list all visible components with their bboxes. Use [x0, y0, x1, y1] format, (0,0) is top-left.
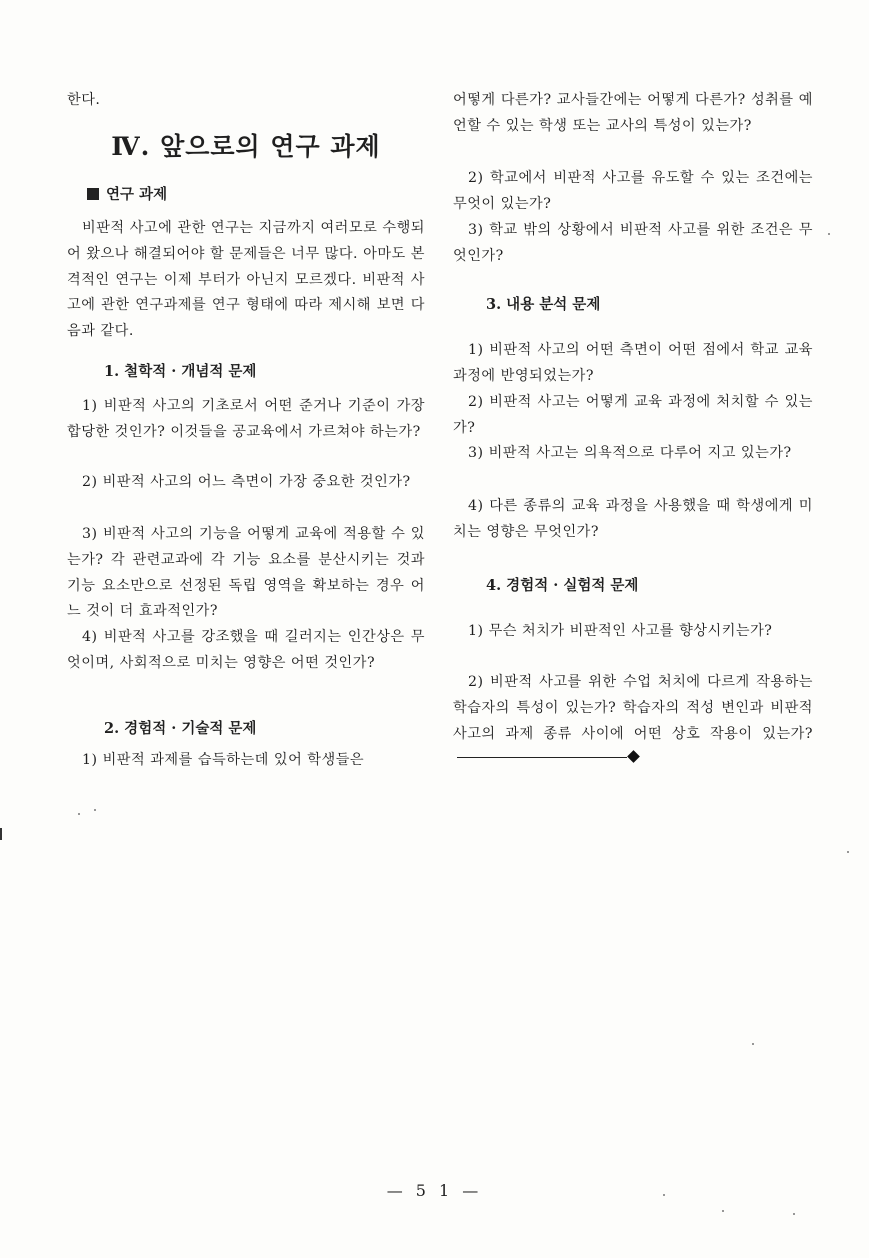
scan-speck [722, 1210, 724, 1212]
chapter-heading: Ⅳ. 앞으로의 연구 과제 [111, 132, 381, 161]
scan-speck [78, 813, 80, 815]
paragraph: 2) 비판적 사고는 어떻게 교육 과정에 처치할 수 있는가? [453, 394, 813, 436]
subsection-heading-2: 2. 경험적 · 기술적 문제 [104, 720, 257, 737]
paragraph: 1) 비판적 과제를 습득하는데 있어 학생들은 [82, 752, 365, 768]
subsection-heading-1: 1. 철학적 · 개념적 문제 [104, 363, 257, 380]
end-rule [457, 757, 627, 758]
paragraph-continuation: 어떻게 다른가? 교사들간에는 어떻게 다른가? 성취를 예언할 수 있는 학생 또는 교사의 특성이 있는가? [453, 92, 813, 134]
paragraph: 2) 학교에서 비판적 사고를 유도할 수 있는 조건에는 무엇이 있는가? [453, 170, 813, 212]
section-heading [87, 183, 167, 204]
scan-speck [793, 1213, 795, 1215]
scan-speck [752, 1043, 754, 1045]
paragraph-continuation: 한다. [67, 92, 101, 108]
scan-speck [663, 1194, 665, 1196]
page-number: — 5 1 — [386, 1181, 483, 1200]
intro-paragraph: 비판적 사고에 관한 연구는 지금까지 여러모로 수행되어 왔으나 해결되어야 할 문제들은 너무 많다. 아마도 본격적인 연구는 이제 부터가 아닌지 모르겠다. 비판적 사고에 관한 연구과제를 연구 형태에 따라 제시해 보면 다음과 같다. [67, 220, 425, 340]
subsection-heading-4: 4. 경험적 · 실험적 문제 [486, 577, 639, 594]
paragraph-final [453, 670, 813, 773]
paragraph: 1) 비판적 사고의 어떤 측면이 어떤 점에서 학교 교육 과정에 반영되었는가? [453, 342, 813, 384]
subsection-heading-3: 3. 내용 분석 문제 [486, 296, 601, 313]
paragraph: 4) 다른 종류의 교육 과정을 사용했을 때 학생에게 미치는 영향은 무엇인가? [453, 498, 813, 540]
scan-edge-mark [0, 828, 2, 840]
scan-speck [94, 809, 96, 811]
paragraph: 3) 학교 밖의 상황에서 비판적 사고를 위한 조건은 무엇인가? [453, 222, 813, 264]
diamond-end-icon [627, 751, 640, 764]
paragraph: 1) 무슨 처치가 비판적인 사고를 향상시키는가? [468, 623, 773, 639]
paragraph: 1) 비판적 사고의 기초로서 어떤 준거나 기준이 가장 합당한 것인가? 이것들을 공교육에서 가르쳐야 하는가? [67, 398, 425, 440]
paragraph: 3) 비판적 사고는 의욕적으로 다루어 지고 있는가? [468, 445, 792, 461]
scan-speck [828, 233, 830, 235]
scan-speck [847, 851, 849, 853]
paragraph: 4) 비판적 사고를 강조했을 때 길러지는 인간상은 무엇이며, 사회적으로 미치는 영향은 어떤 것인가? [67, 629, 425, 671]
paragraph: 2) 비판적 사고의 어느 측면이 가장 중요한 것인가? [82, 474, 411, 490]
paragraph-final-text: 2) 비판적 사고를 위한 수업 처치에 다르게 작용하는 학습자의 특성이 있는가? 학습자의 적성 변인과 비판적 사고의 과제 종류 사이에 어떤 상호 작용이 있는가? [453, 674, 813, 742]
paragraph: 3) 비판적 사고의 기능을 어떻게 교육에 적용할 수 있는가? 각 관련교과에 각 기능 요소를 분산시키는 것과 기능 요소만으로 선정된 독립 영역을 확보하는 경우 어느 것이 더 효과적인가? [67, 526, 425, 620]
square-bullet-icon [87, 188, 99, 200]
section-heading-label: 연구 과제 [106, 186, 168, 203]
